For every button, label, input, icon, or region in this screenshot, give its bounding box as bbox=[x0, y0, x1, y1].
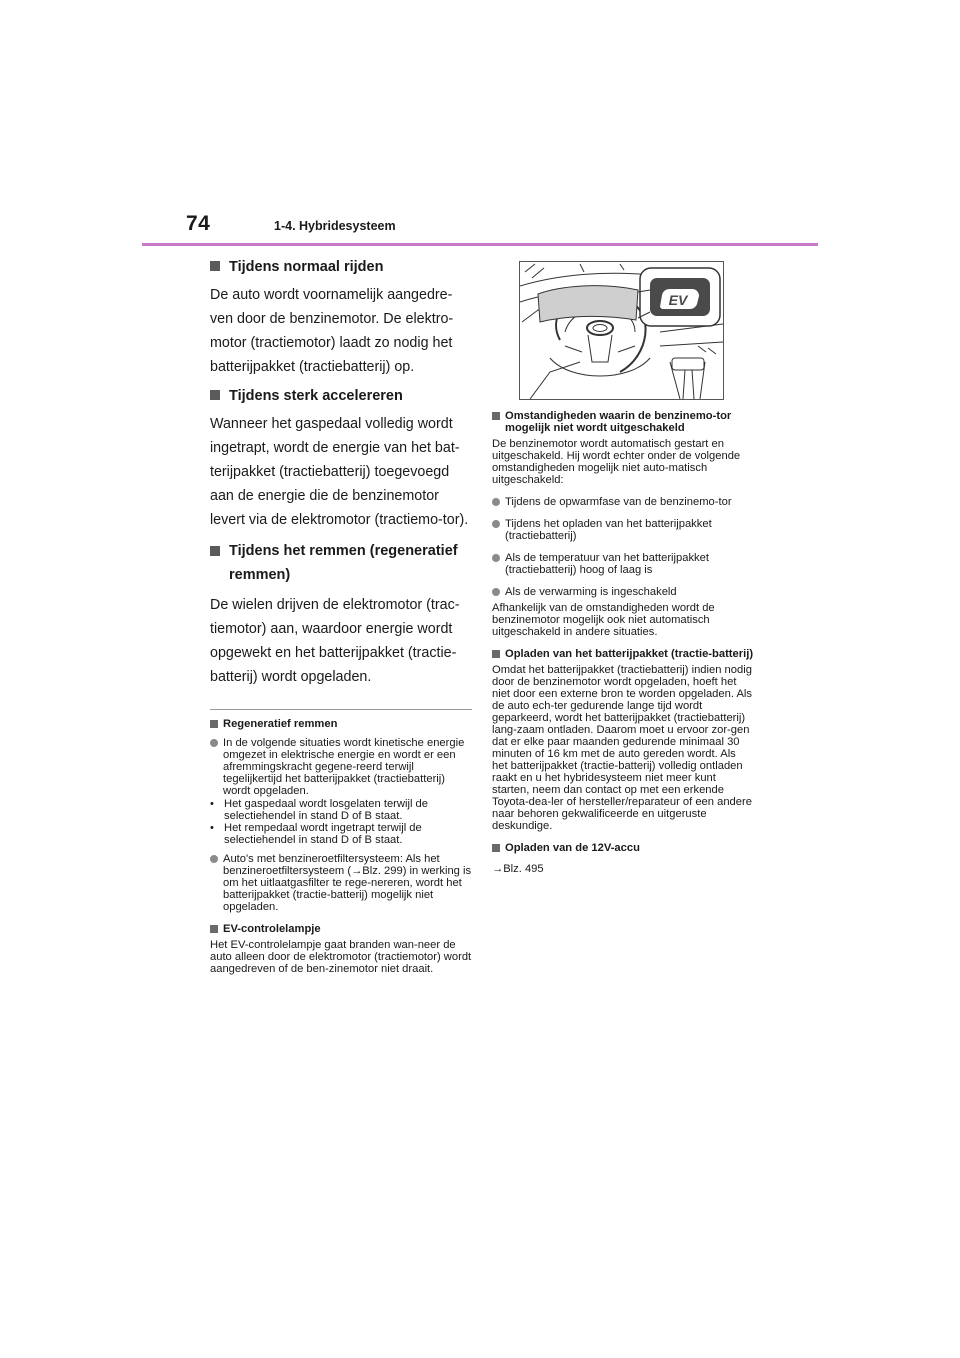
heading-text: Tijdens normaal rijden bbox=[229, 259, 384, 275]
paragraph-ev-indicator: Het EV-controlelampje gaat branden wan-neer de auto alleen door de elektromotor (tractiemotor) wordt aangedreven of de ben-zinemotor niet draait. bbox=[210, 939, 472, 975]
sub-item-text: Het gaspedaal wordt losgelaten terwijl de selectiehendel in stand D of B staat. bbox=[224, 798, 428, 822]
square-bullet-icon bbox=[210, 546, 220, 556]
round-bullet-icon bbox=[492, 498, 500, 506]
heading-text: Omstandigheden waarin de benzinemo-tor mogelijk niet wordt uitgeschakeld bbox=[505, 410, 732, 434]
right-column bbox=[492, 404, 754, 875]
round-bullet-icon bbox=[492, 520, 500, 528]
paragraph-other-situations: Afhankelijk van de omstandigheden wordt de benzinemotor mogelijk ook niet automatisch uitgeschakeld in andere situaties. bbox=[492, 602, 715, 638]
round-bullet-icon bbox=[210, 739, 218, 747]
sub-list-item bbox=[210, 798, 472, 822]
bullet-text: Als de temperatuur van het batterijpakket (tractiebatterij) hoog of laag is bbox=[505, 552, 709, 576]
sub-list-item bbox=[210, 822, 472, 846]
list-item bbox=[492, 518, 754, 542]
left-column bbox=[210, 250, 472, 975]
bullet-text: Tijdens het opladen van het batterijpakket (tractiebatterij) bbox=[505, 518, 712, 542]
square-bullet-icon bbox=[492, 844, 500, 852]
heading-text: Tijdens het remmen (regeneratief remmen) bbox=[229, 543, 458, 583]
heading-12v-battery bbox=[492, 842, 754, 854]
dot-marker: • bbox=[210, 798, 214, 810]
list-item bbox=[492, 552, 754, 576]
square-bullet-icon bbox=[210, 720, 218, 728]
heading-text: Opladen van de 12V-accu bbox=[505, 842, 640, 854]
dashboard-drawing bbox=[520, 262, 723, 399]
square-bullet-icon bbox=[210, 390, 220, 400]
page-reference: →Blz. 495 bbox=[492, 863, 544, 875]
page-number: 74 bbox=[186, 212, 211, 235]
square-bullet-icon bbox=[492, 412, 500, 420]
round-bullet-icon bbox=[210, 855, 218, 863]
round-bullet-icon bbox=[492, 554, 500, 562]
header-rule bbox=[142, 243, 818, 246]
square-bullet-icon bbox=[210, 925, 218, 933]
paragraph-hard-acceleration: Wanneer het gaspedaal volledig wordt ingetrapt, wordt de energie van het bat-terijpakket (tractiebatterij) toegevoegd aan de energie die de benzinemotor levert via de elektromotor (tractiemo-tor). bbox=[210, 416, 469, 528]
section-title: 1-4. Hybridesysteem bbox=[274, 219, 396, 233]
sub-list bbox=[210, 798, 472, 846]
paragraph-braking: De wielen drijven de elektromotor (trac-tiemotor) aan, waardoor energie wordt opgewekt en het batterijpakket (tractie-batterij) wordt opgeladen. bbox=[210, 597, 460, 685]
list-item bbox=[210, 853, 472, 913]
paragraph-normal-driving: De auto wordt voornamelijk aangedre-ven door de benzinemotor. De elektro-motor (tractiemotor) laadt zo nodig het batterijpakket (tractiebatterij) op. bbox=[210, 287, 454, 375]
heading-engine-stop-conditions bbox=[492, 410, 754, 434]
paragraph-battery-charging: Omdat het batterijpakket (tractiebatterij) indien nodig door de benzinemotor wordt opgeladen, hoeft het niet door een externe bron te worden opgeladen. Als de auto ech-ter gedurende lange tijd wordt geparkeerd, wordt het batterijpakket (tractiebatterij) lang-zaam ontladen. Daarom moet u ervoor zor-gen dat er elke paar maanden gedurende minimaal 30 minuten of 16 km met de auto gereden wordt. Als het batterijpakket (tractie-batterij) volledig ontladen raakt en u het hybridesysteem niet meer kunt starten, neem dan contact op met een erkende Toyota-dea-ler of hersteller/reparateur of een andere naar behoren gekwalificeerde en uitgeruste deskundige. bbox=[492, 664, 752, 832]
heading-regenerative-braking bbox=[210, 718, 472, 730]
dot-marker: • bbox=[210, 822, 214, 834]
heading-text: Regeneratief remmen bbox=[223, 718, 338, 730]
square-bullet-icon bbox=[492, 650, 500, 658]
bullet-text: Tijdens de opwarmfase van de benzinemo-tor bbox=[505, 496, 732, 508]
paragraph-engine-stop: De benzinemotor wordt automatisch gestart en uitgeschakeld. Hij wordt echter onder de volgende omstandigheden mogelijk niet auto-matisch uitgeschakeld: bbox=[492, 438, 741, 486]
heading-text: Tijdens sterk accelereren bbox=[229, 388, 403, 404]
heading-battery-charging bbox=[492, 648, 754, 660]
list-item bbox=[492, 496, 754, 508]
bullet-text: Als de verwarming is ingeschakeld bbox=[505, 586, 677, 598]
heading-hard-acceleration bbox=[210, 386, 472, 406]
ev-indicator-label: EV bbox=[668, 292, 688, 308]
square-bullet-icon bbox=[210, 261, 220, 271]
heading-normal-driving bbox=[210, 257, 472, 277]
heading-ev-indicator bbox=[210, 923, 472, 935]
bullet-text: Auto's met benzineroetfiltersysteem: Als het benzineroetfiltersysteem (→Blz. 299) in werking is om het uitlaatgasfilter te rege-nereren, wordt het batterijpakket (tractie-batterij) mogelijk niet opgeladen. bbox=[223, 853, 472, 913]
heading-text: EV-controlelampje bbox=[223, 923, 321, 935]
dashboard-illustration bbox=[519, 261, 724, 400]
list-item bbox=[492, 586, 754, 598]
bullet-text: In de volgende situaties wordt kinetische energie omgezet in elektrische energie en wordt er een afremmingskracht gegene-reerd terwijl tegelijkertijd het batterijpakket (tractiebatterij) wordt opgeladen. bbox=[223, 737, 465, 797]
notes-divider bbox=[210, 709, 472, 710]
heading-braking bbox=[210, 539, 472, 587]
round-bullet-icon bbox=[492, 588, 500, 596]
heading-text: Opladen van het batterijpakket (tractie-batterij) bbox=[505, 648, 754, 660]
sub-item-text: Het rempedaal wordt ingetrapt terwijl de selectiehendel in stand D of B staat. bbox=[224, 822, 422, 846]
list-item bbox=[210, 737, 472, 797]
